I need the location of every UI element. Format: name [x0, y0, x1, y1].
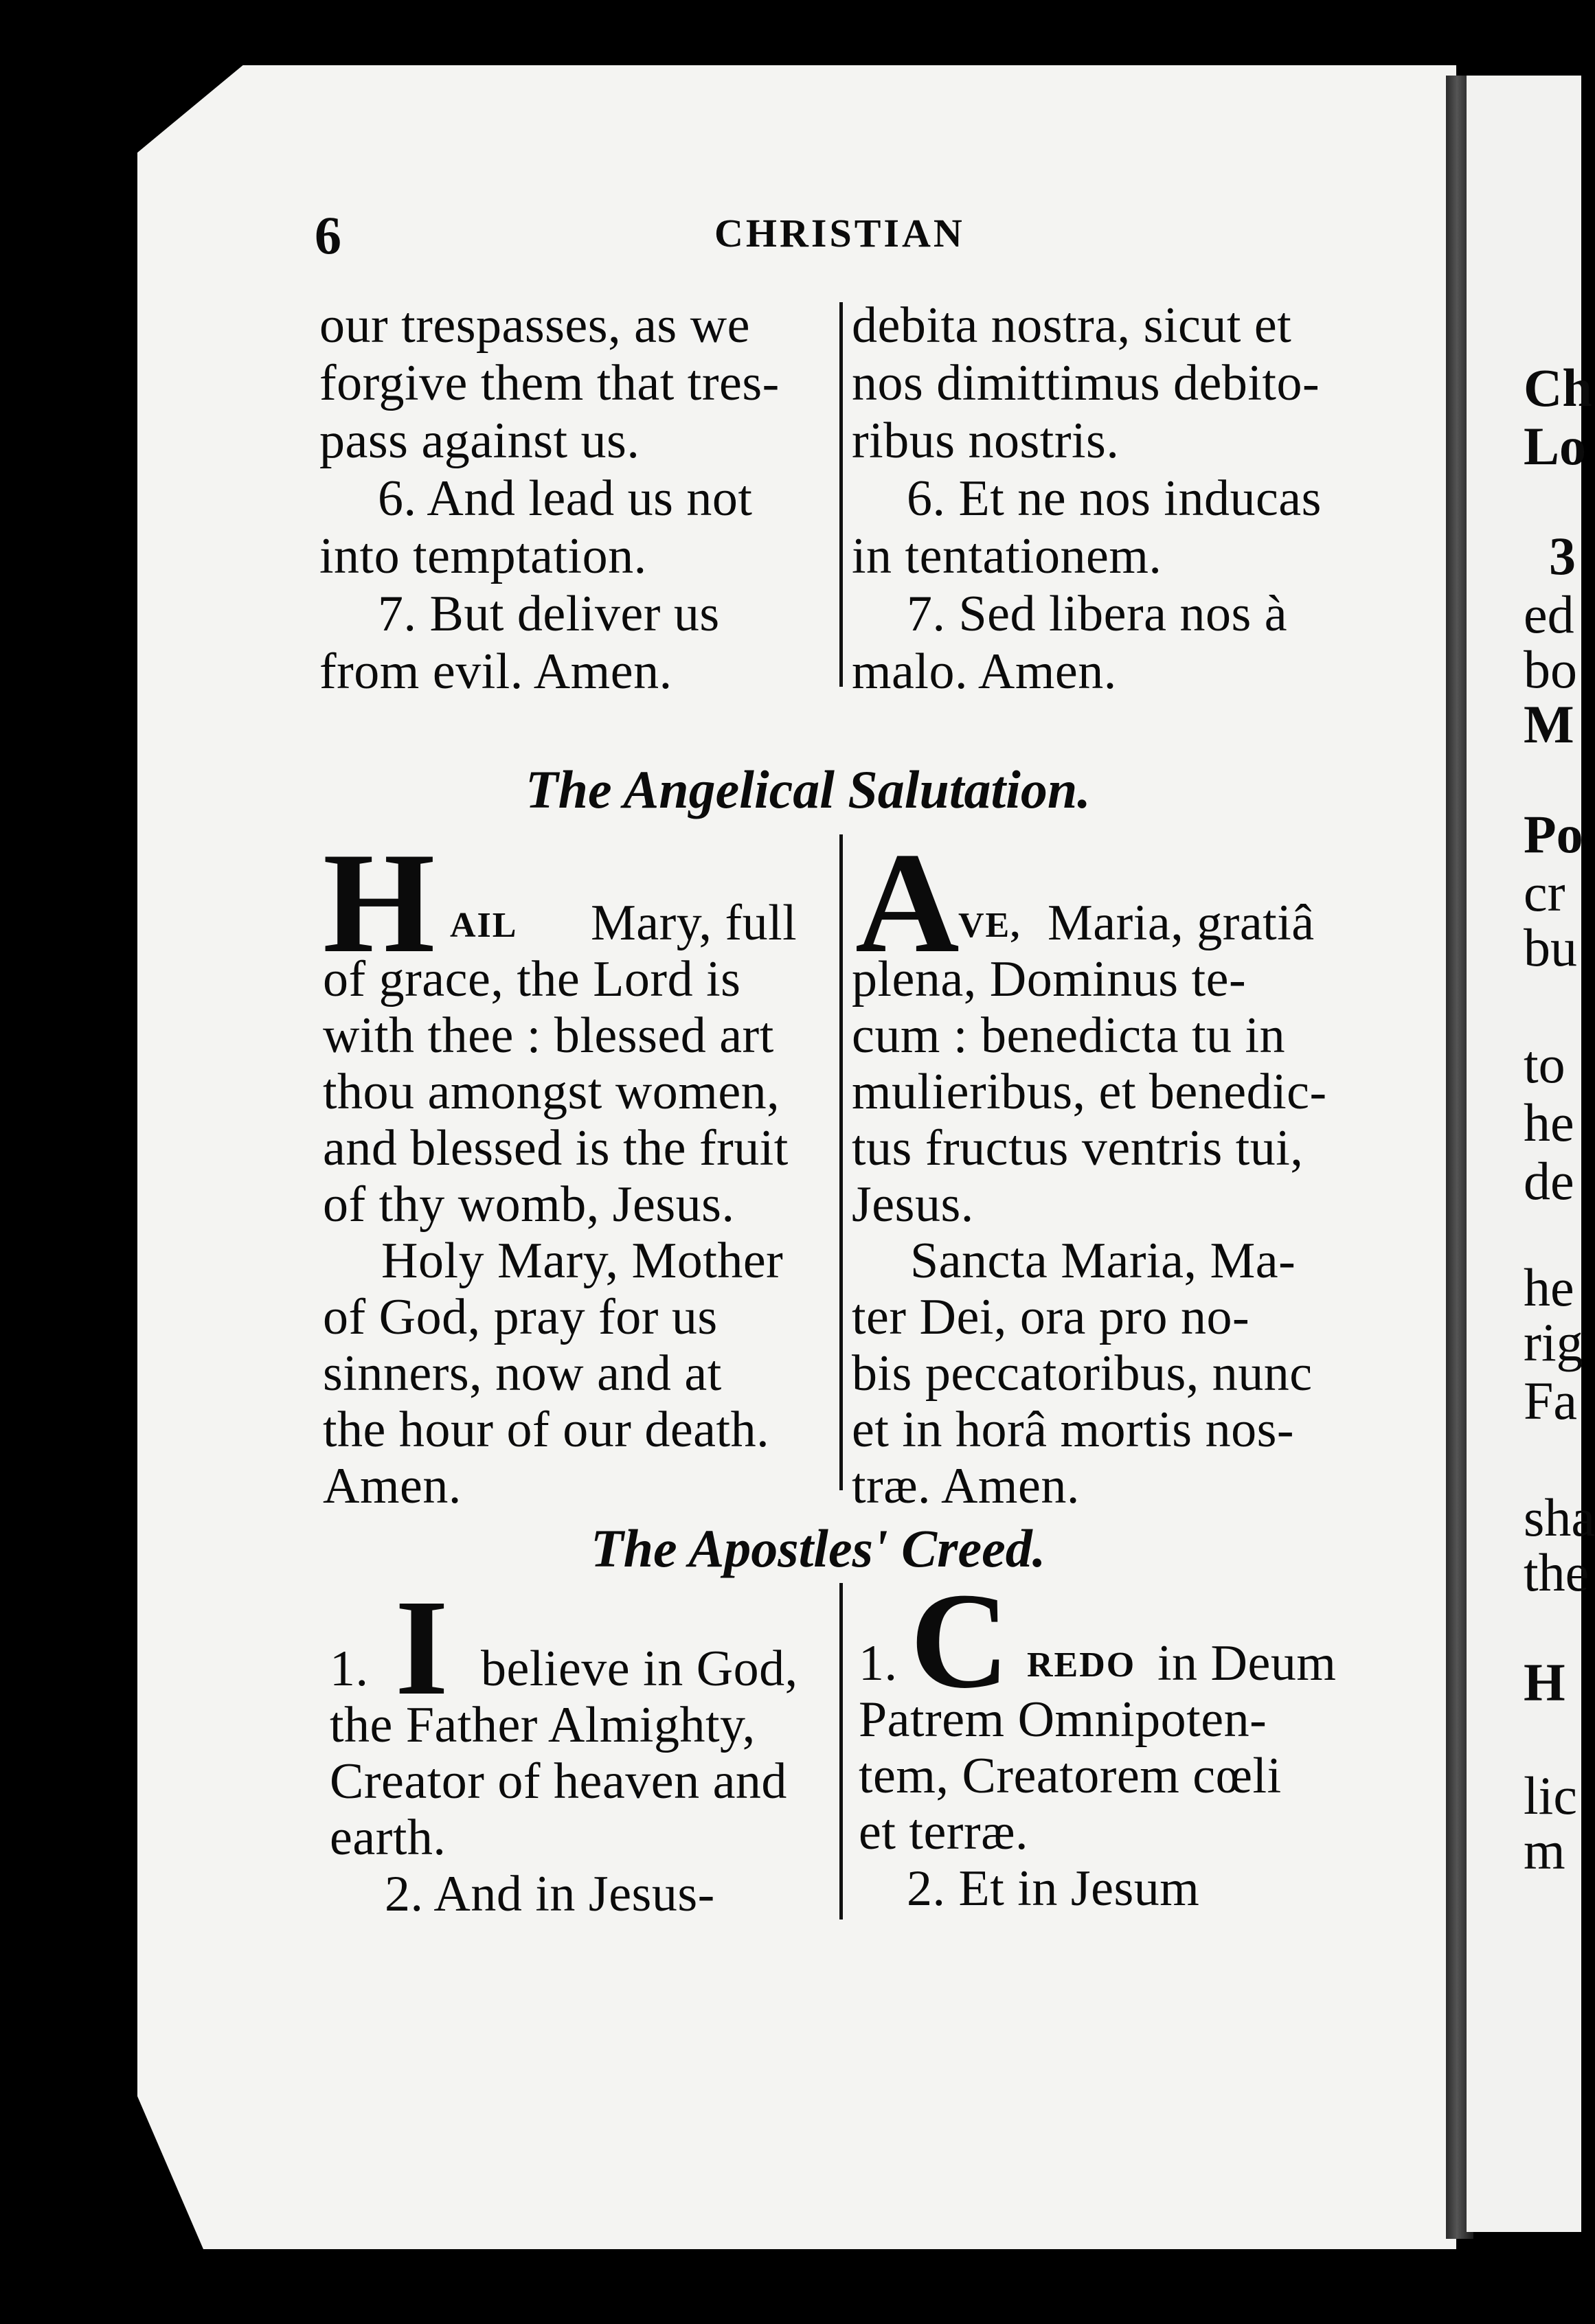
- small-caps-word: VE,: [958, 906, 1021, 945]
- next-page-fragment: Ch: [1524, 358, 1592, 418]
- prayer-line-en: our trespasses, as we: [319, 297, 750, 354]
- salutation-line-en: the hour of our death.: [323, 1402, 770, 1458]
- salutation-line-en: sinners, now and at: [323, 1345, 722, 1402]
- next-page-fragment: M: [1524, 694, 1574, 754]
- next-page-fragment: the: [1524, 1542, 1590, 1602]
- drop-cap: A: [855, 823, 960, 983]
- page-number: 6: [315, 205, 341, 265]
- creed-line-en: believe in God,: [481, 1641, 798, 1697]
- next-page-fragment: bo: [1524, 639, 1577, 699]
- salutation-line-la: cum : benedicta tu in: [852, 1007, 1286, 1064]
- next-page-fragment: Lo: [1524, 416, 1587, 476]
- salutation-line-la: Maria, gratiâ: [1048, 895, 1315, 951]
- salutation-line-en: Amen.: [323, 1458, 462, 1514]
- prayer-line-la: 7. Sed libera nos à: [907, 586, 1288, 642]
- salutation-line-la: Jesus.: [852, 1176, 974, 1233]
- prayer-line-la: in tentationem.: [852, 528, 1162, 584]
- creed-line-la: et terræ.: [859, 1804, 1028, 1860]
- salutation-line-la: et in horâ mortis nos-: [852, 1402, 1295, 1458]
- next-page-fragment: lic: [1524, 1766, 1577, 1825]
- prayer-line-la: ribus nostris.: [852, 413, 1120, 469]
- creed-line-la: tem, Creatorem cœli: [859, 1748, 1282, 1804]
- prayer-line-en: into temptation.: [319, 528, 647, 584]
- next-page-fragment: to: [1524, 1034, 1565, 1094]
- prayer-line-en: 7. But deliver us: [378, 586, 720, 642]
- creed-line-en: earth.: [330, 1810, 446, 1866]
- drop-cap: H: [323, 823, 435, 983]
- prayer-line-la: debita nostra, sicut et: [852, 297, 1292, 354]
- column-rule: [839, 834, 843, 1490]
- next-page-fragment: he: [1524, 1257, 1574, 1317]
- prayer-line-la: 6. Et ne nos inducas: [907, 470, 1322, 527]
- salutation-line-la: tus fructus ventris tui,: [852, 1120, 1304, 1176]
- next-page-fragment: cr: [1524, 863, 1565, 922]
- salutation-line-la: ter Dei, ora pro no-: [852, 1289, 1250, 1345]
- salutation-line-en: with thee : blessed art: [323, 1007, 774, 1064]
- salutation-line-la: mulieribus, et benedic-: [852, 1064, 1327, 1120]
- salutation-line-en: Holy Mary, Mother: [381, 1233, 784, 1289]
- creed-line-en: 2. And in Jesus-: [385, 1866, 715, 1922]
- next-page-fragment: Po: [1524, 804, 1583, 864]
- next-page-fragment: m: [1524, 1821, 1565, 1880]
- salutation-line-en: of God, pray for us: [323, 1289, 718, 1345]
- prayer-line-en: from evil. Amen.: [319, 643, 672, 700]
- next-page-fragment: de: [1524, 1151, 1574, 1211]
- prayer-line-la: malo. Amen.: [852, 643, 1117, 700]
- next-page-fragment: H: [1524, 1652, 1565, 1712]
- salutation-line-la: plena, Dominus te-: [852, 951, 1247, 1007]
- prayer-line-la: nos dimittimus debito-: [852, 355, 1320, 411]
- running-head: CHRISTIAN: [714, 211, 965, 255]
- small-caps-word: AIL: [450, 906, 518, 945]
- salutation-line-la: bis peccatoribus, nunc: [852, 1345, 1313, 1402]
- section-heading: The Angelical Salutation.: [525, 760, 1091, 819]
- column-rule: [839, 1583, 843, 1919]
- creed-line-en: Creator of heaven and: [330, 1753, 787, 1810]
- creed-line-la: Patrem Omnipoten-: [859, 1691, 1267, 1748]
- next-page-fragment: Fa: [1524, 1371, 1577, 1431]
- next-page-fragment: ed: [1524, 584, 1574, 644]
- section-heading: The Apostles' Creed.: [591, 1518, 1046, 1578]
- prayer-line-en: forgive them that tres-: [319, 355, 780, 411]
- salutation-line-en: of thy womb, Jesus.: [323, 1176, 735, 1233]
- next-page-fragment: sha: [1524, 1488, 1595, 1547]
- creed-line-en: the Father Almighty,: [330, 1697, 756, 1753]
- salutation-line-la: Sancta Maria, Ma-: [910, 1233, 1296, 1289]
- next-page-fragment: bu: [1524, 918, 1577, 977]
- salutation-line-en: Mary, full: [591, 895, 797, 951]
- creed-line-la: in Deum: [1157, 1635, 1337, 1691]
- salutation-line-la: træ. Amen.: [852, 1458, 1080, 1514]
- creed-line-la: 2. Et in Jesum: [907, 1860, 1200, 1917]
- salutation-line-en: thou amongst women,: [323, 1064, 780, 1120]
- salutation-line-en: and blessed is the fruit: [323, 1120, 789, 1176]
- next-page-fragment: rig: [1524, 1312, 1583, 1372]
- column-rule: [839, 302, 843, 687]
- next-page-fragment: he: [1524, 1093, 1574, 1152]
- verse-number: 1.: [330, 1641, 369, 1697]
- prayer-line-en: 6. And lead us not: [378, 470, 753, 527]
- small-caps-word: REDO: [1027, 1645, 1136, 1685]
- verse-number: 1.: [859, 1635, 898, 1691]
- prayer-line-en: pass against us.: [319, 413, 640, 469]
- salutation-line-en: of grace, the Lord is: [323, 951, 741, 1007]
- drop-cap: C: [910, 1565, 1010, 1717]
- drop-cap: I: [395, 1572, 449, 1724]
- next-page-fragment: 3: [1549, 526, 1576, 586]
